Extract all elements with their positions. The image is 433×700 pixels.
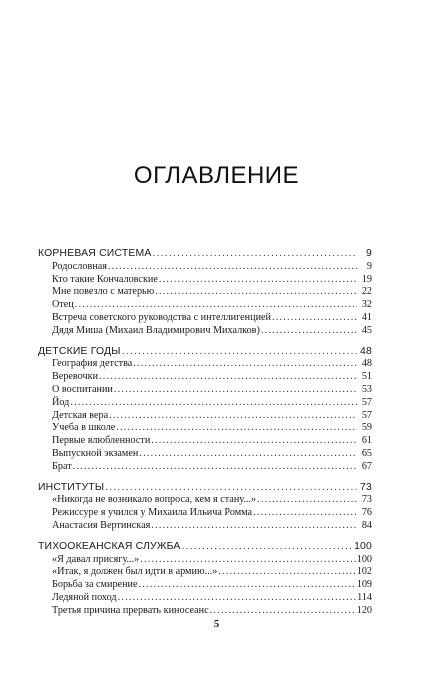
- toc-subchapter-row: [38, 422, 372, 435]
- toc-subchapter-row: [38, 299, 372, 312]
- toc-entry-title: Первые влюбленности: [52, 435, 151, 447]
- dot-leader: [70, 397, 357, 410]
- toc-entry-page: 45: [361, 324, 372, 336]
- toc-entry-page: 73: [361, 494, 372, 506]
- dot-leader: [152, 248, 357, 261]
- toc-subchapter-row: [38, 592, 372, 605]
- toc-entry-title: О воспитании: [52, 383, 113, 395]
- dot-leader: [99, 371, 357, 384]
- toc-entry-page: 48: [361, 358, 372, 370]
- dot-leader: [257, 494, 357, 507]
- toc-subchapter-row: [38, 554, 372, 567]
- dot-leader: [139, 448, 357, 461]
- toc-subchapter-row: [38, 312, 372, 325]
- toc-entry-page: 100: [356, 553, 372, 565]
- toc-entry-page: 102: [356, 566, 372, 578]
- toc-subchapter-row: [38, 579, 372, 592]
- dot-leader: [140, 554, 355, 567]
- dot-leader: [159, 274, 357, 287]
- toc-entry-title: Дядя Миша (Михаил Владимирович Михалков): [52, 324, 260, 336]
- toc-entry-title: Выпускной экзамен: [52, 447, 139, 459]
- dot-leader: [109, 410, 357, 423]
- toc-entry-title: География детства: [52, 358, 133, 370]
- toc-entry-page: 32: [361, 299, 372, 311]
- toc-entry-page: 48: [360, 345, 372, 357]
- toc-entry-page: 19: [361, 273, 372, 285]
- toc-subchapter-row: [38, 605, 372, 618]
- dot-leader: [272, 312, 357, 325]
- toc-section: [38, 248, 372, 338]
- dot-leader: [155, 286, 357, 299]
- dot-leader: [253, 507, 357, 520]
- toc-subchapter-row: [38, 274, 372, 287]
- toc-entry-title: КОРНЕВАЯ СИСТЕМА: [38, 248, 152, 259]
- toc-entry-page: 22: [361, 286, 372, 298]
- toc-entry-title: Детская вера: [52, 409, 109, 421]
- toc-entry-title: Третья причина прервать киносеанс: [52, 604, 209, 616]
- toc-entry-title: Родословная: [52, 260, 107, 272]
- toc-entry-title: Ледяной поход: [52, 591, 117, 603]
- toc-entry-page: 73: [360, 481, 372, 493]
- toc-chapter-row: [38, 346, 372, 359]
- dot-leader: [133, 358, 357, 371]
- toc-entry-title: Борьба за смирение: [52, 579, 138, 591]
- toc-entry-page: 53: [361, 383, 372, 395]
- toc-entry-title: Кто такие Кончаловские: [52, 273, 158, 285]
- toc-entry-title: Анастасия Вертинская: [52, 519, 151, 531]
- toc-entry-title: Отец: [52, 299, 74, 311]
- toc-entry-title: Учеба в школе: [52, 422, 116, 434]
- dot-leader: [118, 592, 356, 605]
- page-number: 5: [213, 619, 220, 630]
- dot-leader: [114, 384, 357, 397]
- dot-leader: [108, 261, 357, 274]
- dot-leader: [218, 566, 355, 579]
- toc-subchapter-row: [38, 397, 372, 410]
- toc-subchapter-row: [38, 371, 372, 384]
- toc-subchapter-row: [38, 325, 372, 338]
- toc-entry-title: Веревочки: [52, 371, 99, 383]
- toc-entry-page: 59: [361, 422, 372, 434]
- toc-subchapter-row: [38, 566, 372, 579]
- dot-leader: [75, 299, 357, 312]
- page-title: ОГЛАВЛЕНИЕ: [133, 162, 300, 189]
- dot-leader: [182, 541, 354, 554]
- dot-leader: [151, 435, 357, 448]
- toc-entry-title: Йод: [52, 396, 70, 408]
- toc-entry-title: «Я давал присягу...»: [52, 553, 140, 565]
- toc-entry-title: Режиссуре я учился у Михаила Ильича Ромма: [52, 507, 253, 519]
- toc-entry-page: 57: [361, 409, 372, 421]
- toc-entry-page: 65: [361, 447, 372, 459]
- toc-entry-page: 100: [354, 540, 372, 552]
- dot-leader: [151, 520, 357, 533]
- toc-subchapter-row: [38, 261, 372, 274]
- dot-leader: [261, 325, 357, 338]
- toc-subchapter-row: [38, 410, 372, 423]
- table-of-contents: [38, 248, 372, 626]
- toc-entry-page: 9: [366, 248, 372, 259]
- toc-entry-page: 61: [361, 435, 372, 447]
- toc-subchapter-row: [38, 358, 372, 371]
- toc-entry-page: 41: [361, 311, 372, 323]
- toc-section: [38, 482, 372, 533]
- toc-subchapter-row: [38, 520, 372, 533]
- toc-subchapter-row: [38, 461, 372, 474]
- dot-leader: [105, 482, 357, 495]
- dot-leader: [73, 461, 357, 474]
- toc-entry-title: «Никогда не возникало вопроса, кем я стану...»: [52, 494, 257, 506]
- toc-chapter-row: [38, 482, 372, 495]
- toc-entry-page: 109: [356, 579, 372, 591]
- toc-entry-page: 51: [361, 371, 372, 383]
- toc-section: [38, 346, 372, 474]
- toc-entry-page: 76: [361, 507, 372, 519]
- toc-subchapter-row: [38, 286, 372, 299]
- toc-entry-page: 114: [357, 591, 372, 603]
- dot-leader: [210, 605, 356, 618]
- toc-entry-title: ТИХООКЕАНСКАЯ СЛУЖБА: [38, 540, 181, 552]
- dot-leader: [122, 346, 357, 359]
- toc-subchapter-row: [38, 494, 372, 507]
- toc-subchapter-row: [38, 507, 372, 520]
- toc-subchapter-row: [38, 384, 372, 397]
- toc-entry-title: ДЕТСКИЕ ГОДЫ: [38, 345, 121, 357]
- toc-entry-title: ИНСТИТУТЫ: [38, 481, 105, 493]
- toc-chapter-row: [38, 248, 372, 261]
- toc-chapter-row: [38, 541, 372, 554]
- toc-subchapter-row: [38, 435, 372, 448]
- dot-leader: [116, 422, 357, 435]
- toc-entry-page: 84: [361, 519, 372, 531]
- dot-leader: [139, 579, 356, 592]
- toc-entry-title: Встреча советского руководства с интеллигенцией: [52, 311, 272, 323]
- toc-entry-title: «Итак, я должен был идти в армию...»: [52, 566, 218, 578]
- toc-entry-page: 67: [361, 460, 372, 472]
- toc-entry-title: Мне повезло с матерью: [52, 286, 155, 298]
- toc-section: [38, 541, 372, 618]
- toc-entry-page: 9: [366, 260, 372, 272]
- toc-entry-page: 57: [361, 396, 372, 408]
- toc-subchapter-row: [38, 448, 372, 461]
- toc-entry-page: 120: [356, 604, 372, 616]
- toc-entry-title: Брат: [52, 460, 72, 472]
